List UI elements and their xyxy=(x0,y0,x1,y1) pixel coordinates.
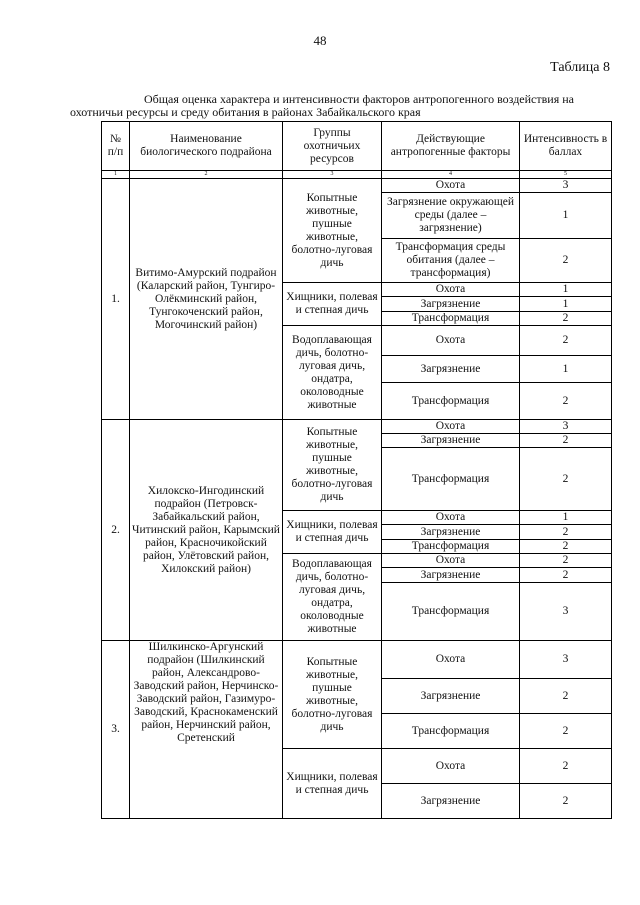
table-row xyxy=(102,179,612,193)
intensity-score: 2 xyxy=(520,714,612,749)
header-factor: Действующие антропогенные факторы xyxy=(382,122,520,171)
resource-group: Копытные животные, пушные животные, болотно-луговая дичь xyxy=(283,420,382,511)
factor-cell: Загрязнение xyxy=(382,434,520,448)
intensity-score: 3 xyxy=(520,179,612,193)
factor-cell: Трансформация xyxy=(382,312,520,326)
factor-cell: Загрязнение xyxy=(382,679,520,714)
impact-table xyxy=(101,121,612,819)
intensity-score: 1 xyxy=(520,511,612,525)
intensity-score: 3 xyxy=(520,420,612,434)
column-number: 2 xyxy=(130,171,283,179)
resource-group: Копытные животные, пушные животные, болотно-луговая дичь xyxy=(283,179,382,283)
intensity-score: 2 xyxy=(520,434,612,448)
factor-cell: Охота xyxy=(382,179,520,193)
header-group: Группы охотничьих ресурсов xyxy=(283,122,382,171)
factor-cell: Охота xyxy=(382,283,520,297)
factor-cell: Трансформация xyxy=(382,540,520,554)
factor-cell: Трансформация xyxy=(382,714,520,749)
header-intensity: Интенсивность в баллах xyxy=(520,122,612,171)
intensity-score: 2 xyxy=(520,383,612,420)
factor-cell: Охота xyxy=(382,554,520,568)
factor-cell: Загрязнение xyxy=(382,784,520,819)
intensity-score: 1 xyxy=(520,283,612,297)
factor-cell: Охота xyxy=(382,749,520,784)
column-number: 5 xyxy=(520,171,612,179)
intensity-score: 2 xyxy=(520,540,612,554)
row-number: 2. xyxy=(102,420,130,641)
subregion-name: Витимо-Амурский подрайон (Каларский район, Тунгиро-Олёкминский район, Тунгокоченский район, Могочинский район) xyxy=(130,179,283,420)
factor-cell: Трансформация xyxy=(382,583,520,641)
factor-cell: Загрязнение xyxy=(382,356,520,383)
intensity-score: 3 xyxy=(520,583,612,641)
factor-cell: Загрязнение xyxy=(382,525,520,540)
intensity-score: 2 xyxy=(520,326,612,356)
factor-cell: Загрязнение xyxy=(382,568,520,583)
resource-group: Хищники, полевая и степная дичь xyxy=(283,511,382,554)
table-row xyxy=(102,641,612,679)
table-label: Таблица 8 xyxy=(550,60,610,75)
resource-group: Водоплавающая дичь, болотно-луговая дичь, ондатра, околоводные животные xyxy=(283,554,382,641)
header-num: № п/п xyxy=(102,122,130,171)
row-number: 3. xyxy=(102,641,130,819)
intensity-score: 2 xyxy=(520,448,612,511)
table-body xyxy=(102,179,612,819)
intensity-score: 2 xyxy=(520,568,612,583)
subregion-name: Хилокско-Ингодинский подрайон (Петровск-Забайкальский район, Читинский район, Карымский район, Красночикойский район, Улётовский район, Хилокский район) xyxy=(130,420,283,641)
header-name: Наименование биологического подрайона xyxy=(130,122,283,171)
header-row xyxy=(102,122,612,171)
table-row xyxy=(102,420,612,434)
resource-group: Хищники, полевая и степная дичь xyxy=(283,283,382,326)
subregion-name: Шилкинско-Аргунский подрайон (Шилкинский район, Александрово-Заводский район, Нерчинско-Заводский район, Газимуро-Заводский, Краснокаменский район, Нерчинский район, Сретенский xyxy=(130,641,283,819)
intensity-score: 2 xyxy=(520,784,612,819)
intensity-score: 1 xyxy=(520,193,612,239)
factor-cell: Охота xyxy=(382,326,520,356)
intensity-score: 2 xyxy=(520,554,612,568)
intensity-score: 2 xyxy=(520,525,612,540)
intensity-score: 2 xyxy=(520,312,612,326)
factor-cell: Трансформация среды обитания (далее – трансформация) xyxy=(382,239,520,283)
factor-cell: Охота xyxy=(382,420,520,434)
resource-group: Хищники, полевая и степная дичь xyxy=(283,749,382,819)
table-title: Общая оценка характера и интенсивности факторов антропогенного воздействия на охотничьи ресурсы и среду обитания в районах Забайкальского края xyxy=(70,92,574,119)
column-number: 4 xyxy=(382,171,520,179)
intensity-score: 2 xyxy=(520,749,612,784)
intensity-score: 3 xyxy=(520,641,612,679)
factor-cell: Охота xyxy=(382,641,520,679)
factor-cell: Загрязнение окружающей среды (далее – загрязнение) xyxy=(382,193,520,239)
row-number: 1. xyxy=(102,179,130,420)
factor-cell: Трансформация xyxy=(382,383,520,420)
column-number: 3 xyxy=(283,171,382,179)
factor-cell: Трансформация xyxy=(382,448,520,511)
intensity-score: 1 xyxy=(520,356,612,383)
intensity-score: 2 xyxy=(520,239,612,283)
factor-cell: Охота xyxy=(382,511,520,525)
resource-group: Водоплавающая дичь, болотно-луговая дичь, ондатра, околоводные животные xyxy=(283,326,382,420)
resource-group: Копытные животные, пушные животные, болотно-луговая дичь xyxy=(283,641,382,749)
column-number: 1 xyxy=(102,171,130,179)
factor-cell: Загрязнение xyxy=(382,297,520,312)
intensity-score: 2 xyxy=(520,679,612,714)
page-number: 48 xyxy=(313,33,327,48)
intensity-score: 1 xyxy=(520,297,612,312)
column-number-row xyxy=(102,171,612,179)
